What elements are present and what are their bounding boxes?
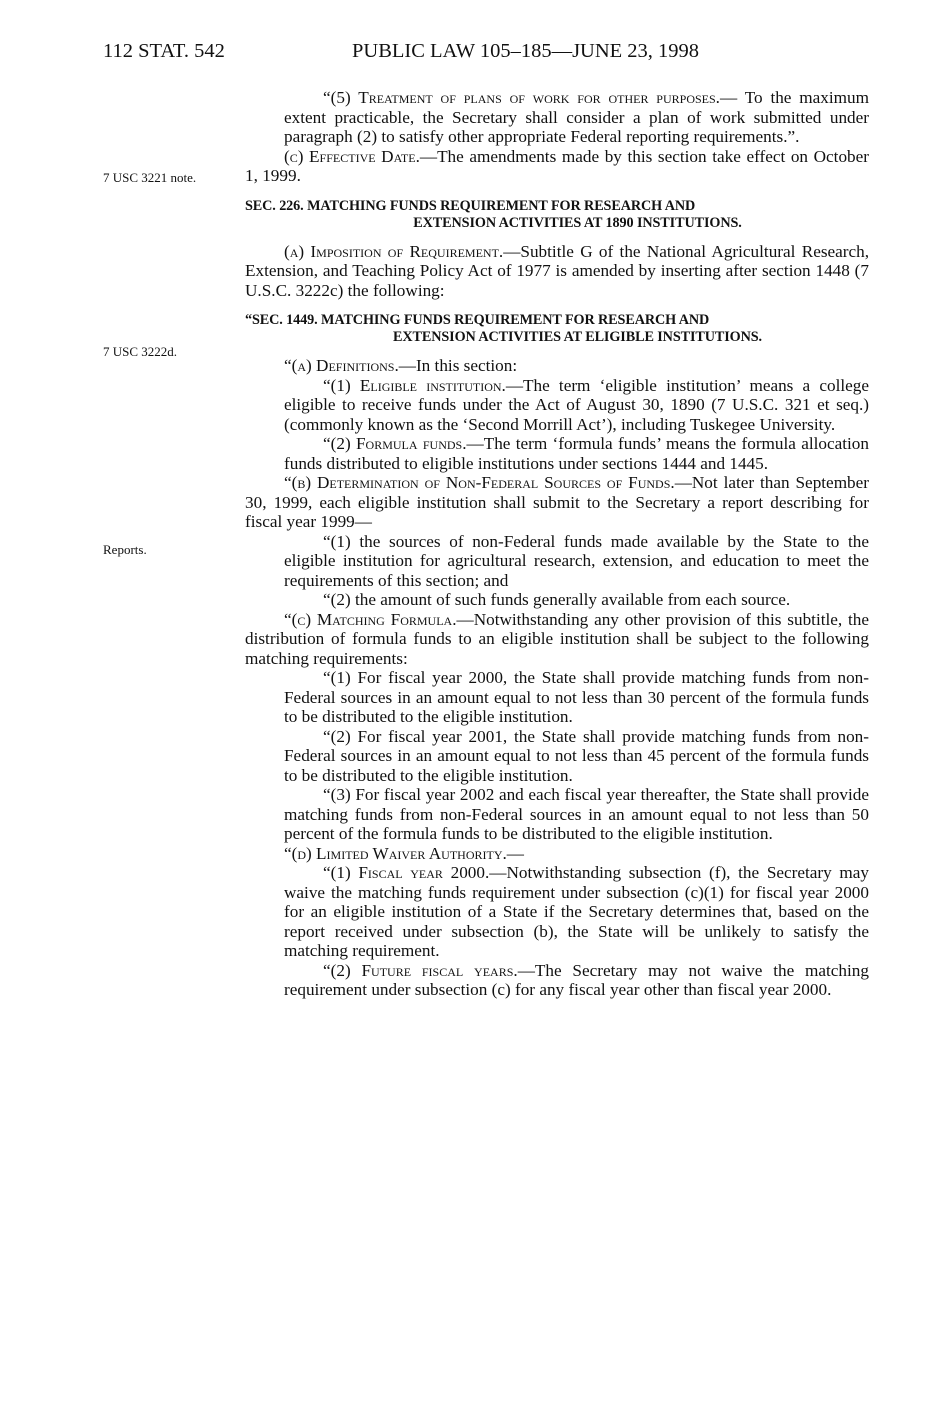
- waiver-2-heading: “(2) Future fiscal years.: [323, 960, 518, 980]
- page-header: [0, 40, 946, 74]
- waiver-2-text: —The Secretary may not waive the matching requirement under subsection (c) for any fiscal year other than fiscal year 2000.: [284, 960, 869, 999]
- matching-formula-item-3: “(3) For fiscal year 2002 and each fiscal year thereafter, the State shall provide matching funds from non-Federal sources in an amount equal to not less than 50 percent of the formula funds to be distributed to the eligible institution.: [284, 785, 869, 843]
- section-1449-line-2: EXTENSION ACTIVITIES AT ELIGIBLE INSTITUTIONS.: [392, 329, 763, 345]
- margin-note-usc-3222d: 7 USC 3222d.: [103, 344, 178, 359]
- subsection-b-item-1: “(1) the sources of non-Federal funds made available by the State to the eligible institution for agricultural research, extension, and education to meet the requirements of this section; and: [284, 531, 869, 590]
- waiver-1-heading: “(1) Fiscal year 2000.: [323, 863, 490, 882]
- subsection-b-heading: “(b) Determination of Non-Federal Sources of Funds.: [284, 473, 675, 492]
- subsection-c-heading: (c) Effective Date.: [284, 146, 420, 166]
- public-law-title: PUBLIC LAW 105–185—JUNE 23, 1998: [352, 40, 700, 62]
- paragraph-5-heading: “(5) Treatment of plans of work for other purposes.—: [323, 88, 738, 107]
- matching-formula-item-2: “(2) For fiscal year 2001, the State shall provide matching funds from non-Federal sources in an amount equal to not less than 45 percent of the formula funds to be distributed to the eligible institution.: [284, 726, 869, 785]
- margin-note-usc-3221: 7 USC 3221 note.: [103, 170, 197, 185]
- paragraph-5-text: To the maximum extent practicable, the Secretary shall consider a plan of work submitted under paragraph (2) to satisfy other appropriate Federal reporting requirements.”.: [284, 88, 869, 146]
- definition-2-heading: “(2) Formula funds.: [323, 434, 467, 453]
- definition-2-text: —The term ‘formula funds’ means the formula allocation funds distributed to eligible institutions under sections 1444 and 1445.: [284, 434, 869, 473]
- matching-formula-heading: “(c) Matching Formula.: [284, 609, 457, 629]
- definition-formula-funds: [245, 434, 869, 473]
- waiver-1-text: —Notwithstanding subsection (f), the Secretary may waive the matching funds requirement under subsection (c)(1) for fiscal year 2000 for an eligible institution of a State if the Secretary determines that, based on the report received under subsection (b), the State will be unlikely to satisfy the matching requirement.: [284, 863, 869, 960]
- subsection-b-text: —Not later than September 30, 1999, each eligible institution shall submit to the Secretary a report describing for fiscal year 1999—: [245, 473, 870, 531]
- subsection-d-waiver-heading: [245, 844, 869, 864]
- subsection-c-effective-date: [245, 147, 869, 186]
- subsection-b-determination: [245, 473, 869, 532]
- subsection-a-heading: (a) Imposition of Requirement.: [284, 241, 504, 261]
- waiver-heading: “(d) Limited Waiver Authority.—: [284, 843, 524, 863]
- statute-page-number: 112 STAT. 542: [103, 40, 225, 62]
- matching-formula-item-1: “(1) For fiscal year 2000, the State shall provide matching funds from non-Federal sources in an amount equal to not less than 30 percent of the formula funds to be distributed to the eligible institution.: [284, 668, 869, 726]
- definitions-heading: “(a) Definitions.: [284, 356, 399, 375]
- body-text: [245, 88, 869, 1000]
- section-226-line-1: SEC. 226. MATCHING FUNDS REQUIREMENT FOR RESEARCH AND: [245, 197, 696, 214]
- waiver-item-2: [245, 961, 869, 1000]
- section-226-heading: [245, 198, 869, 232]
- subsection-definitions: [245, 356, 869, 376]
- subsection-c-text: —The amendments made by this section take effect on October 1, 1999.: [245, 146, 869, 185]
- subsection-b-item-2: “(2) the amount of such funds generally available from each source.: [323, 590, 791, 609]
- subsection-c-matching-formula: [245, 610, 869, 669]
- matching-formula-text: —Notwithstanding any other provision of this subtitle, the distribution of formula funds to an eligible institution shall be subject to the following matching requirements:: [245, 609, 869, 668]
- margin-note-reports: Reports.: [103, 542, 147, 557]
- definition-eligible-institution: [245, 376, 869, 435]
- paragraph-5: [245, 88, 869, 147]
- waiver-item-1: [245, 863, 869, 961]
- section-1449-heading: [245, 312, 869, 346]
- section-226-line-2: EXTENSION ACTIVITIES AT 1890 INSTITUTIONS.: [413, 214, 742, 231]
- definition-1-text: —The term ‘eligible institution’ means a college eligible to receive funds under the Act of August 30, 1890 (7 U.S.C. 321 et seq.) (commonly known as the ‘Second Morrill Act’), including Tuskegee University.: [284, 375, 869, 434]
- subsection-a-text: —Subtitle G of the National Agricultural Research, Extension, and Teaching Policy Act of 1977 is amended by inserting after section 1448 (7 U.S.C. 3222c) the following:: [245, 241, 870, 300]
- definitions-text: —In this section:: [398, 356, 518, 375]
- subsection-a-imposition: [245, 242, 869, 301]
- definition-1-heading: “(1) Eligible institution.: [323, 375, 506, 395]
- section-1449-line-1: “SEC. 1449. MATCHING FUNDS REQUIREMENT FOR RESEARCH AND: [245, 312, 710, 328]
